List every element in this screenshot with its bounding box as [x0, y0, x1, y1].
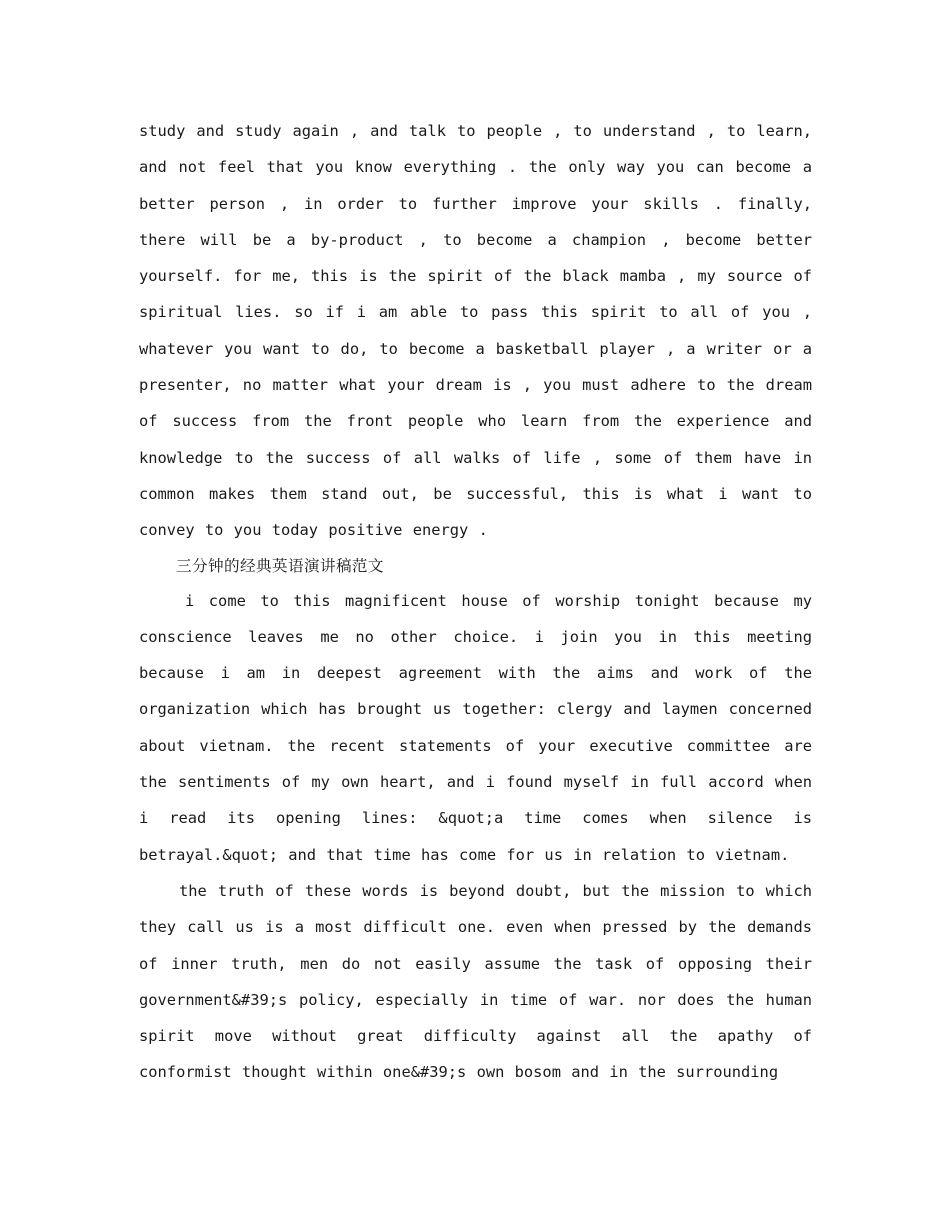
section-title: 三分钟的经典英语演讲稿范文 [176, 556, 384, 575]
document-body [139, 113, 812, 1091]
body-paragraph-1: study and study again , and talk to people , to understand , to learn, and not feel that you know everything . the only way you can become a better person , in order to further improve your skills . finally, there will be a by-product , to become a champion , become better yourself. for me, this is the spirit of the black mamba , my source of spiritual lies. so if i am able to pass this spirit to all of you , whatever you want to do, to become a basketball player , a writer or a presenter, no matter what your dream is , you must adhere to the dream of success from the front people who learn from the experience and knowledge to the success of all walks of life , some of them have in common makes them stand out, be successful, this is what i want to convey to you today positive energy . [139, 122, 812, 540]
body-paragraph-3: the truth of these words is beyond doubt, but the mission to which they call us is a most difficult one. even when pressed by the demands of inner truth, men do not easily assume the task of opposing their government&#39;s policy, especially in time of war. nor does the human spirit move without great difficulty against all the apathy of conformist thought within one&#39;s own bosom and in the surrounding [139, 881, 812, 1082]
body-paragraph-2: i come to this magnificent house of worship tonight because my conscience leaves me no other choice. i join you in this meeting because i am in deepest agreement with the aims and work of the organization which has brought us together: clergy and laymen concerned about vietnam. the recent statements of your executive committee are the sentiments of my own heart, and i found myself in full accord when i read its opening lines: &quot;a time comes when silence is betrayal.&quot; and that time has come for us in relation to vietnam. [139, 591, 812, 864]
